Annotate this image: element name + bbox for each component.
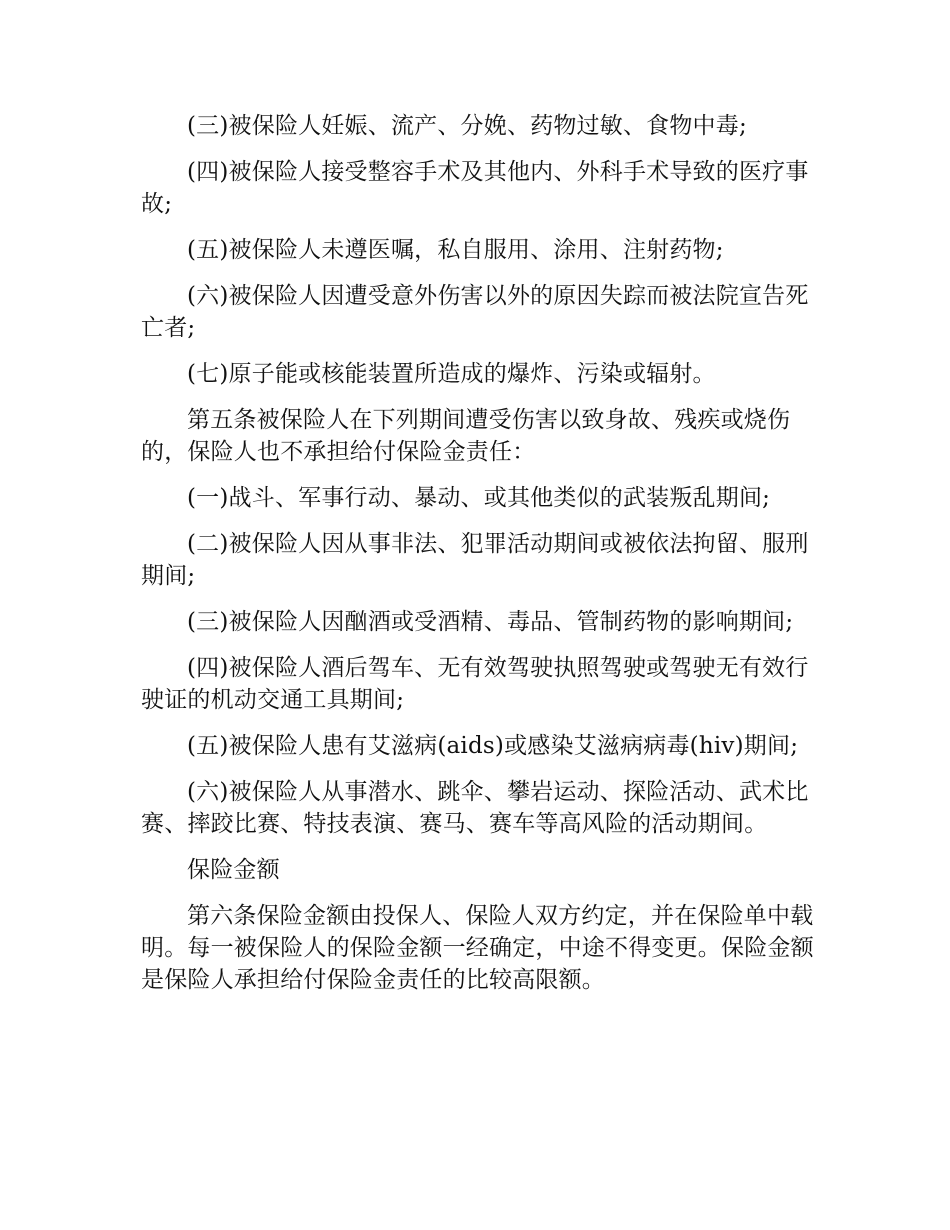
article-5-item-4: (四)被保险人酒后驾车、无有效驾驶执照驾驶或驾驶无有效行驶证的机动交通工具期间; [141, 655, 809, 713]
clause-7-nuclear: (七)原子能或核能装置所造成的爆炸、污染或辐射。 [187, 361, 716, 387]
article-5-item-1: (一)战斗、军事行动、暴动、或其他类似的武装叛乱期间; [187, 485, 771, 511]
clause-4-surgery: (四)被保险人接受整容手术及其他内、外科手术导致的医疗事故; [141, 159, 809, 217]
article-5-intro: 第五条被保险人在下列期间遭受伤害以致身故、残疾或烧伤的，保险人也不承担给付保险金责任： [141, 407, 791, 465]
article-5-item-6: (六)被保险人从事潜水、跳伞、攀岩运动、探险活动、武术比赛、摔跤比赛、特技表演、赛马、赛车等高风险的活动期间。 [141, 779, 809, 837]
article-5-item-5: (五)被保险人患有艾滋病(aids)或感染艾滋病病毒(hiv)期间; [187, 733, 799, 759]
article-5-item-2: (二)被保险人因从事非法、犯罪活动期间或被依法拘留、服刑期间; [141, 531, 809, 589]
clause-5-medication: (五)被保险人未遵医嘱，私自服用、涂用、注射药物; [187, 237, 724, 263]
article-6: 第六条保险金额由投保人、保险人双方约定，并在保险单中载明。每一被保险人的保险金额一经确定，中途不得变更。保险金额是保险人承担给付保险金责任的比较高限额。 [141, 903, 814, 993]
article-5-item-3: (三)被保险人因酗酒或受酒精、毒品、管制药物的影响期间; [187, 609, 794, 635]
clause-6-missing: (六)被保险人因遭受意外伤害以外的原因失踪而被法院宣告死亡者; [141, 283, 809, 341]
section-heading-sum-insured: 保险金额 [187, 857, 280, 883]
clause-3-pregnancy: (三)被保险人妊娠、流产、分娩、药物过敏、食物中毒; [187, 113, 747, 139]
document-body [141, 110, 821, 996]
